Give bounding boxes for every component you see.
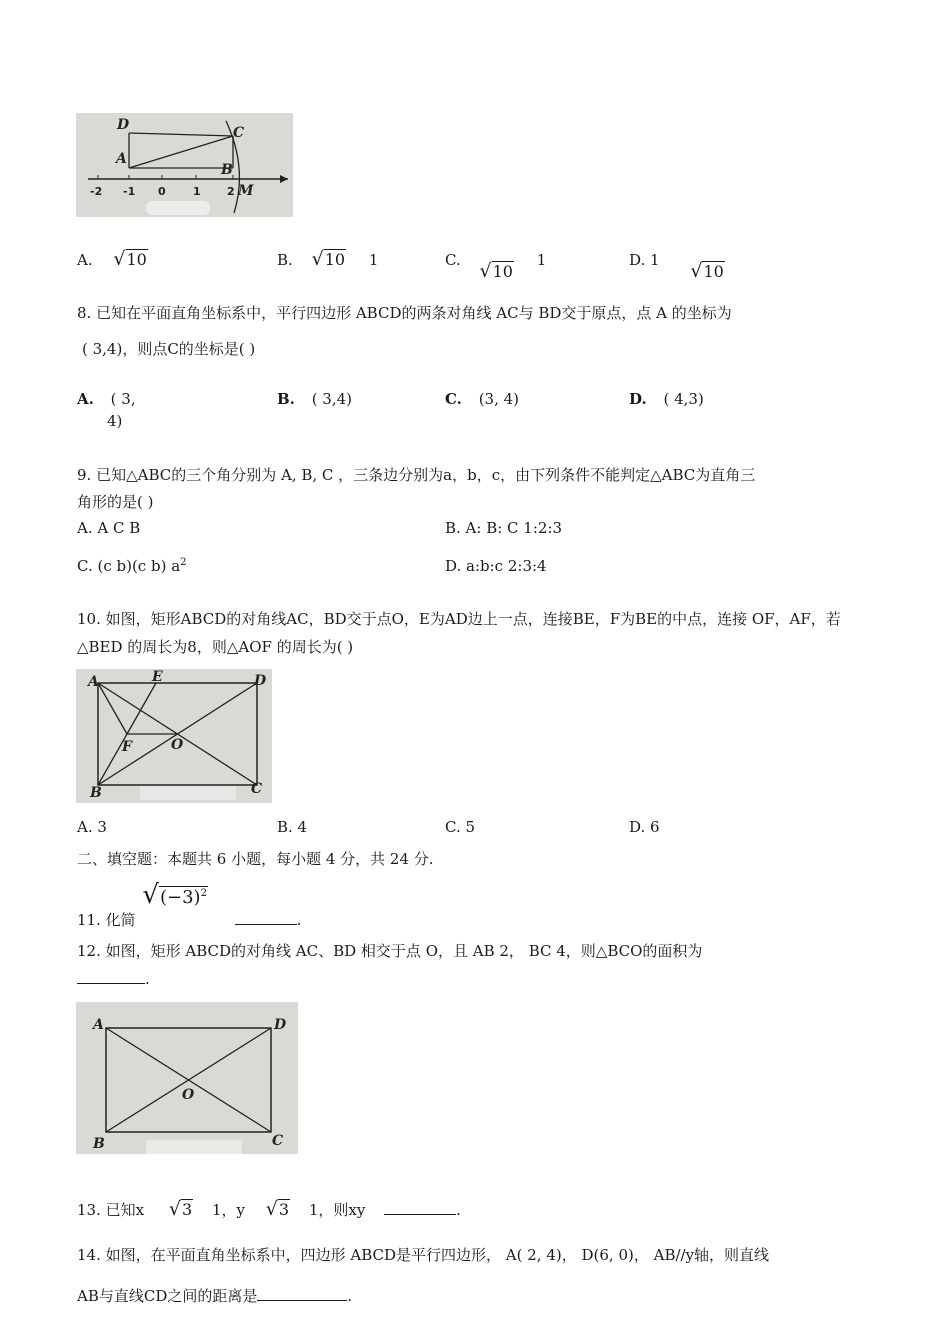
x-axis-arrow — [280, 175, 288, 183]
label-m: M — [238, 183, 254, 199]
label-a: A — [88, 674, 99, 690]
rectangle-diagram — [76, 669, 272, 803]
figure-rectangle-aef — [76, 669, 272, 803]
q7-option-a: A. √10 — [77, 248, 147, 270]
label-c: C — [233, 125, 245, 141]
label-d: D — [254, 673, 267, 689]
label-d: D — [274, 1017, 287, 1033]
q9-line2: 角形的是( ) — [77, 493, 154, 511]
q7-option-d: D. 1 √10 — [629, 251, 724, 282]
q9-option-b: B. A: B: C 1:2:3 — [445, 519, 563, 537]
segment-ac — [129, 136, 233, 168]
q14-line1: 14. 如图，在平面直角坐标系中，四边形 ABCD是平行四边形， A( 2, 4)， D(6, 0)， AB//y轴，则直线 — [77, 1246, 770, 1264]
q10-line1: 10. 如图，矩形ABCD的对角线AC，BD交于点O，E为AD边上一点，连接BE，F为BE的中点，连接 OF，AF，若 — [77, 610, 841, 628]
label-f: F — [122, 739, 132, 755]
rectangle-diagram — [76, 1002, 298, 1154]
label-d: D — [117, 117, 130, 133]
label-c: C — [251, 781, 263, 797]
q8-option-c: C. (3, 4) — [445, 390, 520, 408]
q12-line2: . — [77, 970, 150, 988]
q7-option-c: C. √10 1 — [445, 251, 547, 282]
blurred-watermark — [140, 786, 236, 800]
number-line-diagram — [76, 113, 293, 217]
blurred-watermark — [146, 201, 210, 215]
section-heading: 二、填空题：本题共 6 小题，每小题 4 分，共 24 分. — [77, 850, 434, 868]
sqrt-expression: $√(-3)^2$ — [142, 880, 207, 910]
label-a: A — [116, 151, 127, 167]
tick-label: 1 — [193, 185, 201, 198]
q12-line1: 12. 如图，矩形 ABCD的对角线 AC、BD 相交于点 O，且 AB 2， BC 4，则△BCO的面积为 — [77, 942, 703, 960]
label-o: O — [182, 1087, 195, 1103]
sqrt-expression: √10 — [113, 248, 147, 270]
label-b: B — [221, 162, 233, 178]
q10-option-a: A. 3 — [77, 818, 107, 836]
q8-option-a: A. ( 3, — [77, 390, 136, 408]
answer-blank[interactable] — [235, 924, 297, 925]
q8-option-b: B. ( 3,4) — [277, 390, 353, 408]
q10-option-b: B. 4 — [277, 818, 308, 836]
figure-number-line — [76, 113, 293, 217]
blurred-watermark — [146, 1140, 242, 1154]
label-e: E — [152, 669, 163, 685]
label-b: B — [90, 785, 102, 801]
tick-label: -1 — [123, 185, 136, 198]
sqrt-expression: √10 — [311, 248, 346, 270]
q8-option-a-cont: 4) — [107, 412, 123, 430]
sqrt-expression: √3 — [265, 1198, 290, 1220]
q7-option-b: B. √10 1 — [277, 248, 379, 270]
label-a: A — [93, 1017, 104, 1033]
q10-line2: △BED 的周长为8，则△AOF 的周长为( ) — [77, 638, 354, 656]
q14-line2: AB与直线CD之间的距离是 . — [77, 1287, 353, 1305]
segment-dc — [129, 133, 233, 136]
q9-option-a: A. A C B — [77, 519, 141, 537]
q9-line1: 9. 已知△ABC的三个角分别为 A, B, C ，三条边分别为a，b，c，由下列条件不能判定△ABC为直角三 — [77, 466, 756, 484]
q8-option-d: D. ( 4,3) — [629, 390, 704, 408]
q8-line1: 8. 已知在平面直角坐标系中，平行四边形 ABCD的两条对角线 AC与 BD交于原点，点 A 的坐标为 — [77, 304, 732, 322]
answer-blank[interactable] — [257, 1300, 347, 1301]
q10-option-d: D. 6 — [629, 818, 660, 836]
q9-option-d: D. a:b:c 2:3:4 — [445, 557, 547, 575]
q9-option-c: C. (c b)(c b) $a^2$ — [77, 557, 187, 575]
q8-line2: ( 3,4)，则点C的坐标是( ) — [82, 340, 256, 358]
label-b: B — [93, 1136, 105, 1152]
q13-line: 13. 已知x √3 1，y √3 1，则xy . — [77, 1198, 461, 1220]
q11-line: 11. 化简 $√(-3)^2$ . — [77, 880, 302, 929]
sqrt-expression: √10 — [479, 260, 513, 282]
sqrt-expression: √10 — [690, 260, 724, 282]
label-o: O — [171, 737, 184, 753]
tick-label: 2 — [227, 185, 235, 198]
tick-label: -2 — [90, 185, 103, 198]
sqrt-expression: √3 — [168, 1198, 193, 1220]
tick-label: 0 — [158, 185, 166, 198]
q10-option-c: C. 5 — [445, 818, 476, 836]
answer-blank[interactable] — [77, 983, 145, 984]
figure-rectangle-abcd — [76, 1002, 298, 1154]
label-c: C — [272, 1133, 284, 1149]
answer-blank[interactable] — [384, 1214, 456, 1215]
segment-af — [98, 683, 127, 734]
